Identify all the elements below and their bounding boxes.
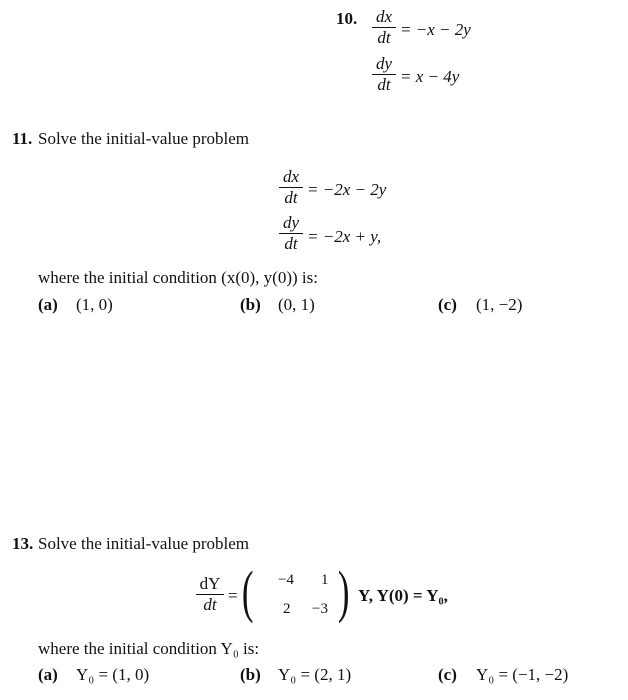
problem-11-option-a-label: (a) [38,295,58,314]
problem-10-eq2-numerator: dy [375,54,393,73]
problem-11-eq2-fraction [279,214,303,253]
matrix-cell-1-1: −4 [278,572,294,588]
problem-11-condition: where the initial condition (x(0), y(0)) is: [38,268,318,287]
problem-11-option-b-label: (b) [240,295,261,314]
problem-10-eq1-rhs: = −x − 2y [400,20,471,39]
problem-13-option-c-label: (c) [438,665,457,684]
problem-10-eq1-denominator: dt [377,28,391,47]
problem-11-option-b-value: (0, 1) [278,295,315,314]
problem-13-prompt: Solve the initial-value problem [38,534,250,553]
problem-10-eq2-rhs: = x − 4y [400,67,460,86]
problem-13-option-a-value: Y₀ = (1, 0) [76,665,150,684]
problem-11-eq1-numerator: dx [282,167,300,186]
problem-13-lhs-fraction [196,575,224,614]
problem-11-option-c-value: (1, −2) [476,295,523,314]
problem-10-eq1-numerator: dx [375,7,393,26]
problem-11-option-a-value: (1, 0) [76,295,113,314]
matrix-cell-1-2: 1 [321,572,329,588]
left-parenthesis: ( [241,559,254,624]
problem-11-eq2-numerator: dy [282,213,300,232]
problem-11-option-c-label: (c) [438,295,457,314]
problem-10-eq1-fraction [372,8,396,47]
problem-11-eq1-rhs: = −2x − 2y [307,180,387,199]
problem-10-number: 10. [336,9,358,28]
problem-13-number: 13. [12,534,34,553]
problem-11-eq1-fraction [279,168,303,207]
right-parenthesis: ) [337,559,350,624]
problem-10-eq2-fraction [372,55,396,94]
matrix-cell-2-1: 2 [283,601,291,617]
problem-13-condition: where the initial condition Y₀ is: [38,639,260,658]
problem-10-eq2-denominator: dt [377,75,391,94]
problem-13-option-b-value: Y₀ = (2, 1) [278,665,352,684]
problem-11-number: 11. [12,129,33,148]
problem-11-eq2-denominator: dt [284,234,298,253]
problem-13-equals: = [228,586,238,605]
matrix-cell-2-2: −3 [312,601,328,617]
problem-11-eq1-denominator: dt [284,188,298,207]
problem-11-prompt: Solve the initial-value problem [38,129,250,148]
problem-13-option-c-value: Y₀ = (−1, −2) [476,665,569,684]
problem-13-lhs-denominator: dt [203,595,217,614]
problem-13-lhs-numerator: dY [199,574,221,593]
problem-11-eq2-rhs: = −2x + y, [307,227,382,246]
problem-13-option-b-label: (b) [240,665,261,684]
problem-13-option-a-label: (a) [38,665,58,684]
problem-13-rhs: Y, Y(0) = Y₀, [358,586,448,605]
